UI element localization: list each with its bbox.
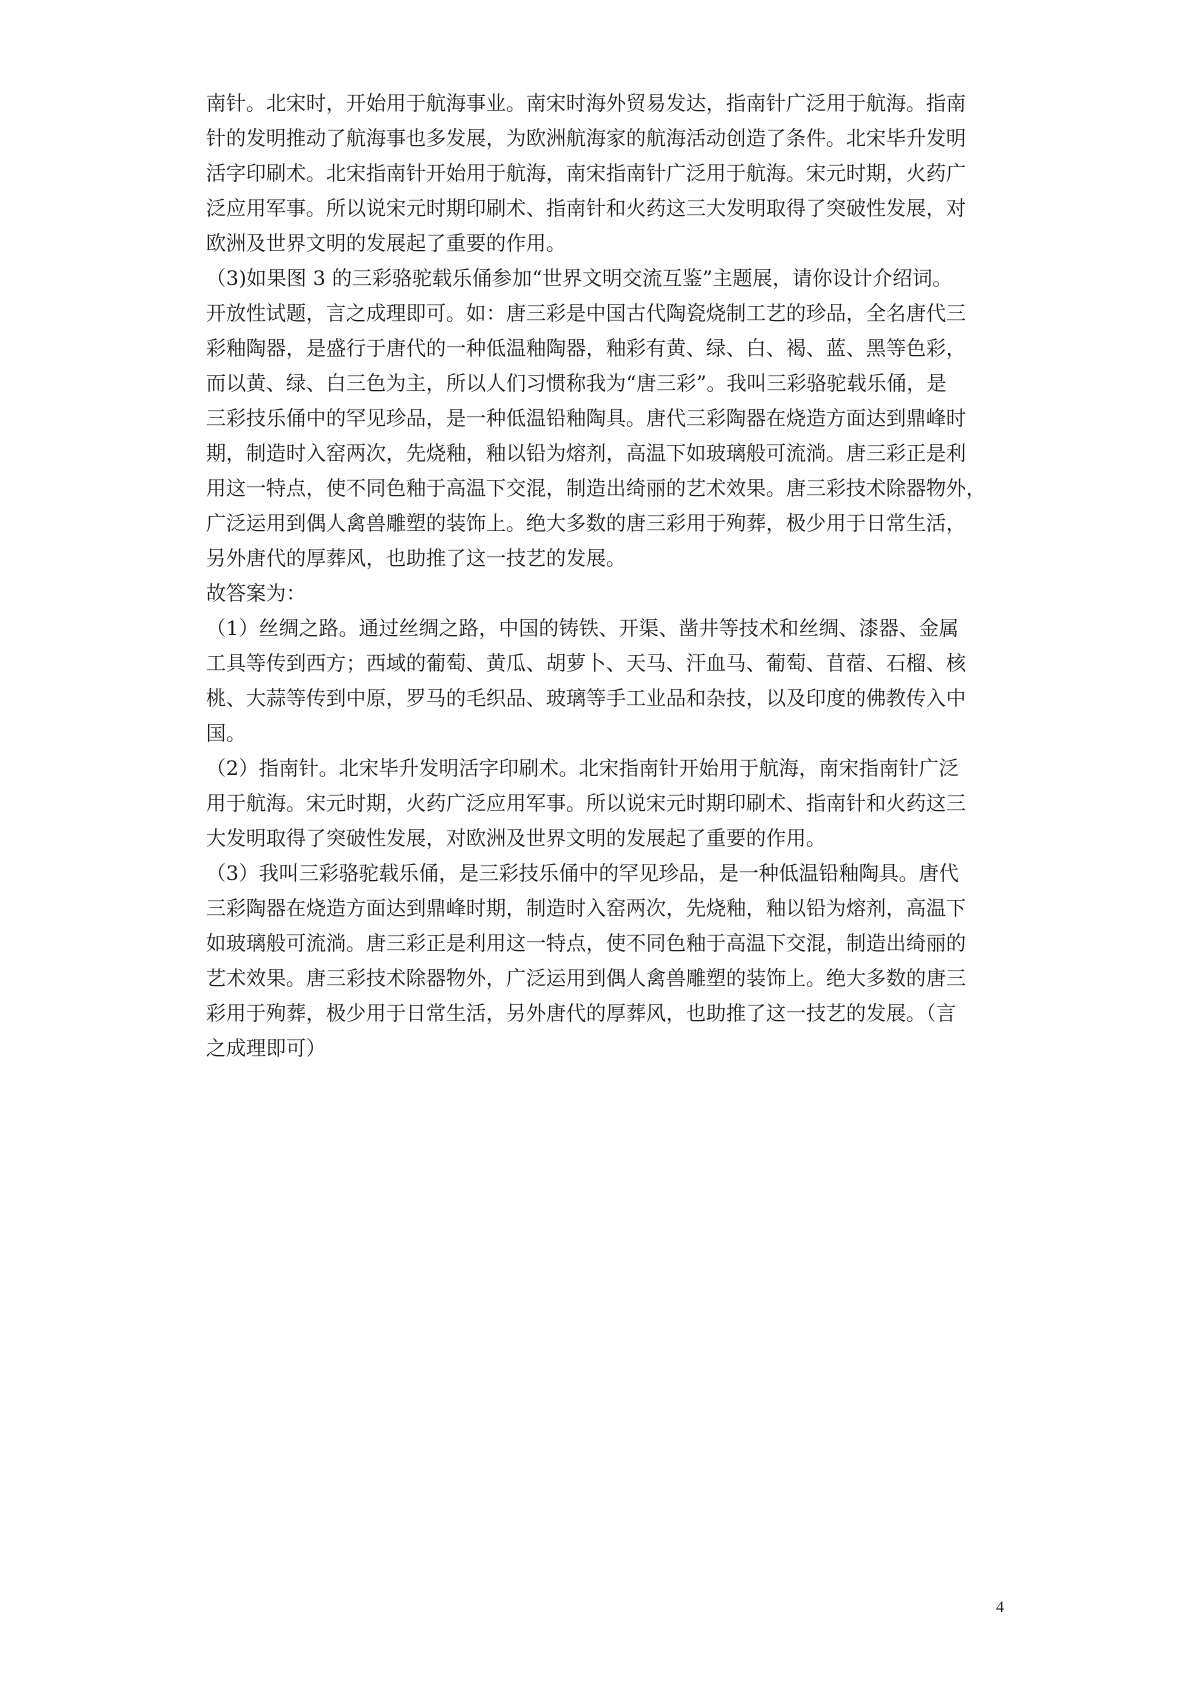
text-line: 活字印刷术。北宋指南针开始用于航海，南宋指南针广泛用于航海。宋元时期，火药广 <box>206 161 966 185</box>
text-line: 泛应用军事。所以说宋元时期印刷术、指南针和火药这三大发明取得了突破性发展，对 <box>206 196 966 220</box>
text-line: 工具等传到西方；西域的葡萄、黄瓜、胡萝卜、天马、汗血马、葡萄、苜蓿、石榴、核 <box>206 651 966 675</box>
text-line: 国。 <box>206 721 246 745</box>
text-line: 针的发明推动了航海事也多发展，为欧洲航海家的航海活动创造了条件。北宋毕升发明 <box>206 126 966 150</box>
text-line: 三彩技乐俑中的罕见珍品，是一种低温铅釉陶具。唐代三彩陶器在烧造方面达到鼎峰时 <box>206 406 966 430</box>
text-line: 期，制造时入窑两次，先烧釉，釉以铅为熔剂，高温下如玻璃般可流淌。唐三彩正是利 <box>206 441 966 465</box>
page-number: 4 <box>996 1599 1004 1616</box>
text-line: 如玻璃般可流淌。唐三彩正是利用这一特点，使不同色釉于高温下交混，制造出绮丽的 <box>206 931 966 955</box>
answer-heading: 故答案为： <box>206 581 306 605</box>
document-body <box>206 86 1006 1066</box>
answer-3: （3）我叫三彩骆驼载乐俑，是三彩技乐俑中的罕见珍品，是一种低温铅釉陶具。唐代 <box>206 861 959 885</box>
text-line: 彩釉陶器，是盛行于唐代的一种低温釉陶器，釉彩有黄、绿、白、褐、蓝、黑等色彩， <box>206 336 966 360</box>
text-line: 用这一特点，使不同色釉于高温下交混，制造出绮丽的艺术效果。唐三彩技术除器物外， <box>206 476 986 500</box>
text-line: 之成理即可） <box>206 1036 326 1060</box>
text-line: 彩用于殉葬，极少用于日常生活，另外唐代的厚葬风，也助推了这一技艺的发展。（言 <box>206 1001 956 1025</box>
text-line: 另外唐代的厚葬风，也助推了这一技艺的发展。 <box>206 546 626 570</box>
text-line: 三彩陶器在烧造方面达到鼎峰时期，制造时入窑两次，先烧釉，釉以铅为熔剂，高温下 <box>206 896 966 920</box>
question-3-prompt: （3)如果图 3 的三彩骆驼载乐俑参加“世界文明交流互鉴”主题展，请你设计介绍词。 <box>206 266 953 290</box>
text-line: 艺术效果。唐三彩技术除器物外，广泛运用到偶人禽兽雕塑的装饰上。绝大多数的唐三 <box>206 966 966 990</box>
text-line: 广泛运用到偶人禽兽雕塑的装饰上。绝大多数的唐三彩用于殉葬，极少用于日常生活， <box>206 511 966 535</box>
text-line: 南针。北宋时，开始用于航海事业。南宋时海外贸易发达，指南针广泛用于航海。指南 <box>206 91 966 115</box>
answer-2: （2）指南针。北宋毕升发明活字印刷术。北宋指南针开始用于航海，南宋指南针广泛 <box>206 756 959 780</box>
text-line: 大发明取得了突破性发展，对欧洲及世界文明的发展起了重要的作用。 <box>206 826 826 850</box>
text-line: 开放性试题，言之成理即可。如：唐三彩是中国古代陶瓷烧制工艺的珍品，全名唐代三 <box>206 301 966 325</box>
text-line: 桃、大蒜等传到中原，罗马的毛织品、玻璃等手工业品和杂技，以及印度的佛教传入中 <box>206 686 966 710</box>
text-line: 欧洲及世界文明的发展起了重要的作用。 <box>206 231 566 255</box>
text-line: 而以黄、绿、白三色为主，所以人们习惯称我为“唐三彩”。我叫三彩骆驼载乐俑，是 <box>206 371 947 395</box>
text-line: 用于航海。宋元时期，火药广泛应用军事。所以说宋元时期印刷术、指南针和火药这三 <box>206 791 966 815</box>
answer-1: （1）丝绸之路。通过丝绸之路，中国的铸铁、开渠、凿井等技术和丝绸、漆器、金属 <box>206 616 959 640</box>
